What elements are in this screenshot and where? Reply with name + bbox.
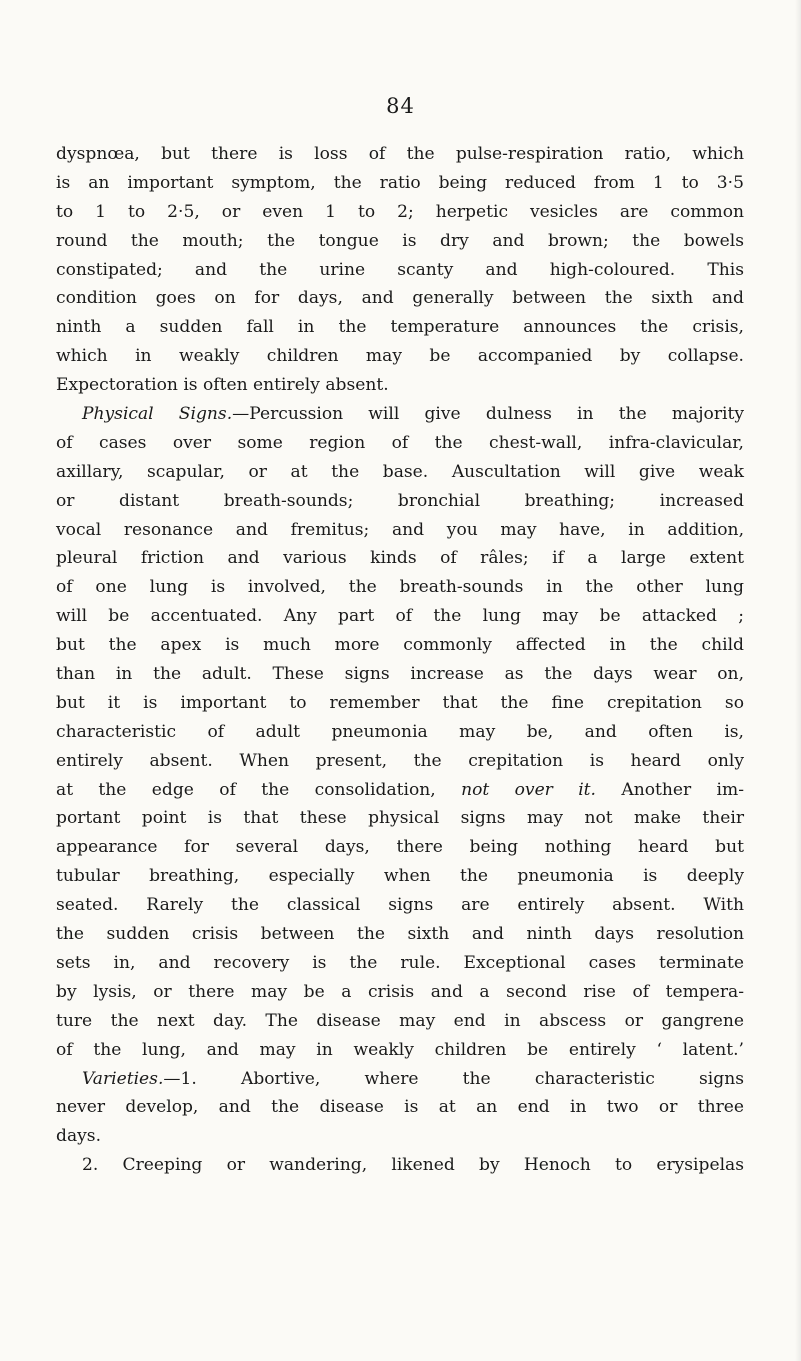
text-line: the sudden crisis between the sixth and ninth days resolution xyxy=(56,924,744,945)
text-line: sets in, and recovery is the rule. Exceptional cases terminate xyxy=(56,952,744,973)
text-line: of the lung, and may in weakly children be entirely ‘ latent.’ xyxy=(56,1039,744,1060)
page-number: 84 xyxy=(386,94,415,118)
text-line xyxy=(56,776,744,805)
text-line: 2. Creeping or wandering, likened by Henoch to erysipelas xyxy=(82,1155,744,1176)
text-line: which in weakly children may be accompanied by collapse. xyxy=(56,346,744,367)
text-line: vocal resonance and fremitus; and you may have, in addition, xyxy=(56,519,744,540)
text-line: of one lung is involved, the breath-sounds in the other lung xyxy=(56,577,744,598)
italic-phrase: not over it. xyxy=(461,779,596,800)
text-line: is an important symptom, the ratio being reduced from 1 to 3·5 xyxy=(56,172,744,193)
text-line: portant point is that these physical signs may not make their xyxy=(56,808,744,829)
text-line: but the apex is much more commonly affected in the child xyxy=(56,635,744,656)
text-span: —1. Abortive, where the characteristic signs xyxy=(163,1068,744,1089)
text-line: to 1 to 2·5, or even 1 to 2; herpetic vesicles are common xyxy=(56,201,744,222)
text-line: by lysis, or there may be a crisis and a second rise of tempera- xyxy=(56,981,744,1002)
text-line: pleural friction and various kinds of râles; if a large extent xyxy=(56,548,744,569)
text-span: at the edge of the consolidation, xyxy=(56,779,436,800)
text-line: round the mouth; the tongue is dry and brown; the bowels xyxy=(56,230,744,251)
text-line: appearance for several days, there being nothing heard but xyxy=(56,837,744,858)
text-line xyxy=(56,1065,744,1094)
text-line xyxy=(56,400,744,429)
text-line: ture the next day. The disease may end in abscess or gangrene xyxy=(56,1010,744,1031)
text-line: never develop, and the disease is at an end in two or three xyxy=(56,1097,744,1118)
text-line: of cases over some region of the chest-wall, infra-clavicular, xyxy=(56,432,744,453)
page-edge-shadow xyxy=(795,0,801,1361)
text-line: ninth a sudden fall in the temperature announces the crisis, xyxy=(56,317,744,338)
text-line: dyspnœa, but there is loss of the pulse-respiration ratio, which xyxy=(56,144,744,164)
text-line: constipated; and the urine scanty and high-coloured. This xyxy=(56,259,744,280)
text-span: Another im- xyxy=(621,779,745,800)
text-line: or distant breath-sounds; bronchial breathing; increased xyxy=(56,490,744,511)
text-line: Expectoration is often entirely absent. xyxy=(56,375,389,396)
text-line: than in the adult. These signs increase as the days wear on, xyxy=(56,664,744,685)
text-span: —Percussion will give dulness in the majority xyxy=(232,404,744,425)
text-line: axillary, scapular, or at the base. Auscultation will give weak xyxy=(56,461,744,482)
text-line: tubular breathing, especially when the pneumonia is deeply xyxy=(56,866,744,887)
text-line: entirely absent. When present, the crepitation is heard only xyxy=(56,750,744,771)
text-line: characteristic of adult pneumonia may be, and often is, xyxy=(56,721,744,742)
text-line: condition goes on for days, and generally between the sixth and xyxy=(56,288,744,309)
body-text xyxy=(56,140,744,1180)
text-line: will be accentuated. Any part of the lung may be attacked ; xyxy=(56,606,744,627)
italic-heading: Varieties. xyxy=(82,1068,164,1089)
text-line: days. xyxy=(56,1126,101,1147)
italic-heading: Physical Signs. xyxy=(82,404,233,425)
text-line: but it is important to remember that the fine crepitation so xyxy=(56,692,744,713)
text-line: seated. Rarely the classical signs are entirely absent. With xyxy=(56,895,744,916)
